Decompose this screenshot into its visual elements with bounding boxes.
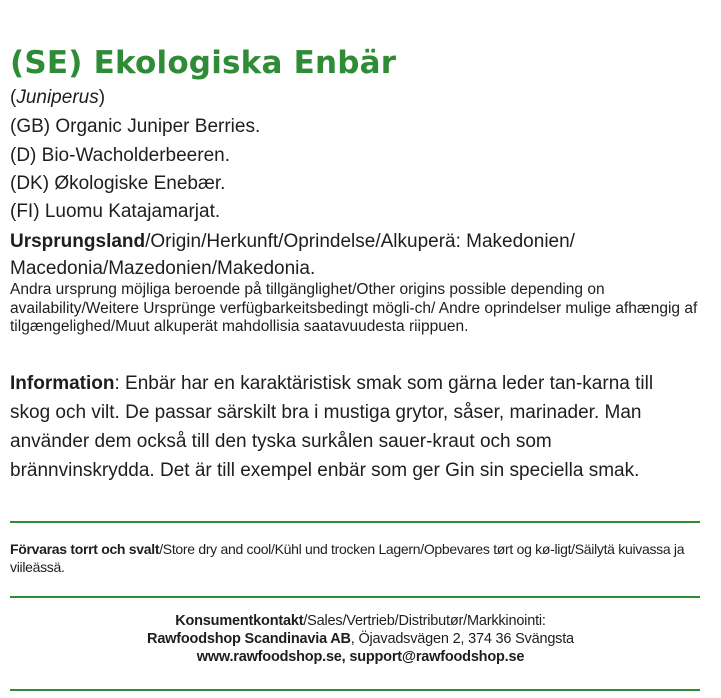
- other-origins-note: Andra ursprung möjliga beroende på tillgänglighet/Other origins possible depending on availability/Weitere Ursprünge verfügbarkeitsbedingt mögli-ch/ Andre oprindelser mulige afhængig af tilgængelighed/Muut alkuperät mahdollisia saatavuudesta riippuen.: [10, 281, 698, 335]
- web-and-email: www.rawfoodshop.se, support@rawfoodshop.se: [196, 649, 525, 665]
- translation-fi: (FI) Luomu Katajamarjat.: [10, 201, 221, 222]
- translation-de: (D) Bio-Wacholderbeeren.: [10, 145, 230, 166]
- origin-label: Ursprungsland: [10, 231, 146, 252]
- latin-open-paren: (: [10, 87, 17, 108]
- translation-dk: (DK) Økologiske Enebær.: [10, 173, 226, 194]
- company-address: , Öjavadsvägen 2, 374 36 Svängsta: [350, 631, 574, 647]
- product-title: (SE) Ekologiska Enbär: [10, 45, 397, 81]
- contact-company-line: [0, 630, 721, 648]
- origin-text: /Origin/Herkunft/Oprindelse/Alkuperä: Makedonien/ Macedonia/Mazedonien/Makedonia.: [10, 231, 575, 279]
- storage-instructions: [10, 540, 700, 576]
- consumer-contact-block: [0, 612, 721, 666]
- information-text: : Enbär har en karaktäristisk smak som gärna leder tan-karna till skog och vilt. De passar särskilt bra i mustiga grytor, såser, marinader. Man använder dem också till den tyska surkålen sauer-kraut och som brännvinskrydda. Det är till exempel enbär som ger Gin sin speciella smak.: [10, 373, 654, 481]
- storage-text: /Store dry and cool/Kühl und trocken Lagern/Opbevares tørt og kø-ligt/Säilytä kuivassa ja viileässä.: [10, 541, 685, 575]
- divider-line: [10, 689, 700, 691]
- contact-heading-line: [0, 612, 721, 630]
- information-paragraph: [10, 369, 698, 485]
- contact-label: Konsumentkontakt: [175, 613, 304, 629]
- latin-name: [10, 87, 105, 109]
- contact-roles: /Sales/Vertrieb/Distributør/Markkinointi:: [303, 613, 546, 629]
- divider-line: [10, 596, 700, 598]
- storage-label: Förvaras torrt och svalt: [10, 541, 160, 557]
- latin-genus: Juniperus: [16, 87, 99, 108]
- origin-statement: [10, 228, 700, 282]
- latin-close-paren: ): [98, 87, 106, 108]
- contact-web-line: [0, 648, 721, 666]
- translation-gb: (GB) Organic Juniper Berries.: [10, 116, 261, 137]
- information-label: Information: [10, 373, 115, 394]
- company-name: Rawfoodshop Scandinavia AB: [147, 631, 351, 647]
- divider-line: [10, 521, 700, 523]
